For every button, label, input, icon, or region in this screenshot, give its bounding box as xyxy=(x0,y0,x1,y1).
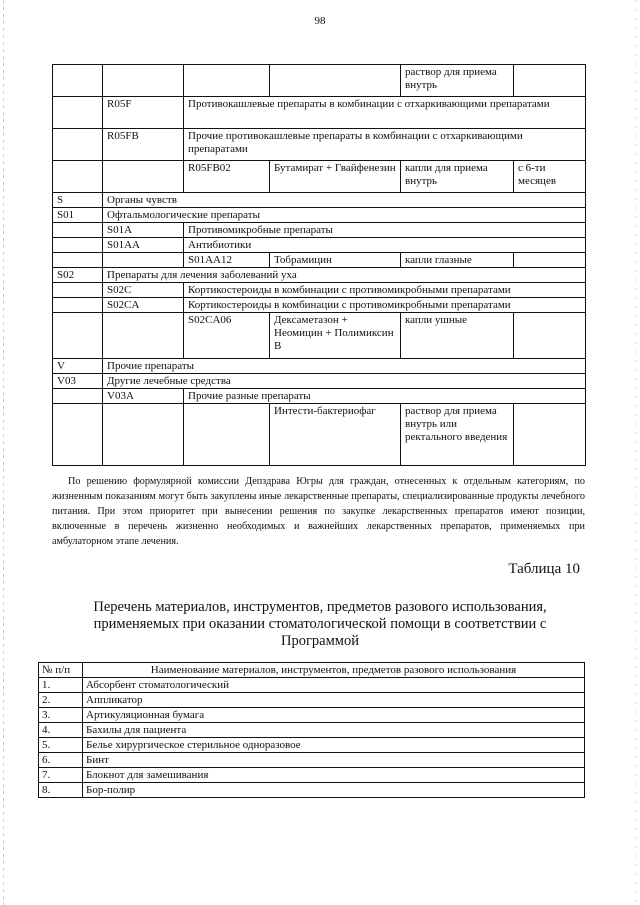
atc-code-cell xyxy=(103,161,184,193)
atc-group-cell xyxy=(53,161,103,193)
atc-group-cell xyxy=(53,404,103,466)
material-name: Абсорбент стоматологический xyxy=(83,678,585,693)
materials-table-body xyxy=(39,663,585,798)
material-num: 3. xyxy=(39,708,83,723)
table-title: Перечень материалов, инструментов, предметов разового использования, применяемых при оказании стоматологической помощи в соответствии с Программой xyxy=(93,599,547,649)
materials-header-row xyxy=(39,663,585,678)
page-number: 98 xyxy=(314,15,326,27)
material-name: Бор-полир xyxy=(83,783,585,798)
atc-code-cell: S02CA xyxy=(103,298,184,313)
dosage-form-cell: капли глазные xyxy=(401,253,514,268)
dosage-form-cell: раствор для приема внутрь xyxy=(401,65,514,97)
atc-name-cell: Другие лечебные средства xyxy=(103,374,586,389)
atc-name-cell: Кортикостероиды в комбинации с противомикробными препаратами xyxy=(184,283,586,298)
atc-group-cell xyxy=(53,238,103,253)
atc-name-cell: Противокашлевые препараты в комбинации с отхаркивающими препаратами xyxy=(184,97,586,129)
materials-row xyxy=(39,768,585,783)
drug-table-row xyxy=(53,389,586,404)
atc-subcode-cell xyxy=(184,65,270,97)
atc-name-cell: Органы чувств xyxy=(103,193,586,208)
material-name: Артикуляционная бумага xyxy=(83,708,585,723)
drug-table-row xyxy=(53,313,586,359)
drug-name-cell: Тобрамицин xyxy=(270,253,401,268)
atc-name-cell: Препараты для лечения заболеваний уха xyxy=(103,268,586,283)
dosage-form-cell: капли ушные xyxy=(401,313,514,359)
note-cell xyxy=(514,404,586,466)
atc-group-cell xyxy=(53,298,103,313)
atc-code-cell xyxy=(103,65,184,97)
materials-row xyxy=(39,723,585,738)
atc-code-cell: S02C xyxy=(103,283,184,298)
atc-group-cell xyxy=(53,283,103,298)
material-num: 6. xyxy=(39,753,83,768)
material-name: Бахилы для пациента xyxy=(83,723,585,738)
material-num: 8. xyxy=(39,783,83,798)
materials-row xyxy=(39,738,585,753)
materials-row xyxy=(39,693,585,708)
drug-table-row xyxy=(53,374,586,389)
atc-subcode-cell xyxy=(184,404,270,466)
header-name: Наименование материалов, инструментов, предметов разового использования xyxy=(83,663,585,678)
materials-row xyxy=(39,783,585,798)
scan-edge-left xyxy=(3,0,4,905)
atc-name-cell: Противомикробные препараты xyxy=(184,223,586,238)
atc-code-cell: R05FB xyxy=(103,129,184,161)
atc-group-cell xyxy=(53,129,103,161)
drug-table-row xyxy=(53,238,586,253)
atc-code-cell: V03A xyxy=(103,389,184,404)
dosage-form-cell: капли для приема внутрь xyxy=(401,161,514,193)
drug-table-body xyxy=(53,65,586,466)
atc-group-cell xyxy=(53,223,103,238)
header-num: № п/п xyxy=(39,663,83,678)
atc-group-cell: S xyxy=(53,193,103,208)
table-caption: Таблица 10 xyxy=(508,561,580,577)
atc-subcode-cell: S02CA06 xyxy=(184,313,270,359)
materials-row xyxy=(39,678,585,693)
scan-edge-right xyxy=(636,0,637,905)
atc-group-cell xyxy=(53,389,103,404)
drug-table-row xyxy=(53,193,586,208)
material-num: 4. xyxy=(39,723,83,738)
materials-row xyxy=(39,753,585,768)
note-cell: с 6-ти месяцев xyxy=(514,161,586,193)
drug-table-row xyxy=(53,283,586,298)
note-cell xyxy=(514,65,586,97)
drug-table-row xyxy=(53,223,586,238)
atc-group-cell xyxy=(53,97,103,129)
atc-group-cell xyxy=(53,65,103,97)
atc-code-cell xyxy=(103,313,184,359)
material-name: Белье хирургическое стерильное одноразовое xyxy=(83,738,585,753)
note-cell xyxy=(514,253,586,268)
dosage-form-cell: раствор для приема внутрь или ректального введения xyxy=(401,404,514,466)
atc-subcode-cell: S01AA12 xyxy=(184,253,270,268)
drug-table-row xyxy=(53,404,586,466)
drug-table-row xyxy=(53,65,586,97)
drug-table-row xyxy=(53,253,586,268)
atc-group-cell: S02 xyxy=(53,268,103,283)
material-num: 5. xyxy=(39,738,83,753)
policy-paragraph: По решению формулярной комиссии Депздрава Югры для граждан, отнесенных к отдельным категориям, по жизненным показаниям могут быть закуплены иные лекарственные препараты, специализированные продукты лечебного питания. При этом приоритет при вынесении решения по закупке лекарственных препаратов имеют позиции, включенные в перечень жизненно необходимых и важнейших лекарственных препаратов, применяемых при амбулаторном этапе лечения. xyxy=(52,476,585,547)
material-num: 2. xyxy=(39,693,83,708)
atc-name-cell: Офтальмологические препараты xyxy=(103,208,586,223)
drug-name-cell xyxy=(270,65,401,97)
atc-code-cell xyxy=(103,253,184,268)
atc-code-cell: S01A xyxy=(103,223,184,238)
drug-table-row xyxy=(53,129,586,161)
atc-group-cell: S01 xyxy=(53,208,103,223)
atc-code-cell xyxy=(103,404,184,466)
atc-group-cell xyxy=(53,253,103,268)
atc-code-cell: R05F xyxy=(103,97,184,129)
material-num: 7. xyxy=(39,768,83,783)
drug-name-cell: Бутамират + Гвайфенезин xyxy=(270,161,401,193)
drug-table-row xyxy=(53,97,586,129)
atc-name-cell: Кортикостероиды в комбинации с противомикробными препаратами xyxy=(184,298,586,313)
drug-table xyxy=(52,64,586,466)
atc-name-cell: Антибиотики xyxy=(184,238,586,253)
drug-table-row xyxy=(53,161,586,193)
drug-table-row xyxy=(53,359,586,374)
drug-name-cell: Дексаметазон + Неомицин + Полимиксин В xyxy=(270,313,401,359)
atc-name-cell: Прочие противокашлевые препараты в комбинации с отхаркивающими препаратами xyxy=(184,129,586,161)
drug-name-cell: Интести-бактериофаг xyxy=(270,404,401,466)
drug-table-row xyxy=(53,208,586,223)
atc-subcode-cell: R05FB02 xyxy=(184,161,270,193)
atc-group-cell: V xyxy=(53,359,103,374)
material-num: 1. xyxy=(39,678,83,693)
material-name: Бинт xyxy=(83,753,585,768)
material-name: Аппликатор xyxy=(83,693,585,708)
material-name: Блокнот для замешивания xyxy=(83,768,585,783)
atc-name-cell: Прочие препараты xyxy=(103,359,586,374)
atc-code-cell: S01AA xyxy=(103,238,184,253)
drug-table-row xyxy=(53,268,586,283)
atc-name-cell: Прочие разные препараты xyxy=(184,389,586,404)
atc-group-cell: V03 xyxy=(53,374,103,389)
atc-group-cell xyxy=(53,313,103,359)
materials-table xyxy=(38,662,585,798)
materials-row xyxy=(39,708,585,723)
drug-table-row xyxy=(53,298,586,313)
note-cell xyxy=(514,313,586,359)
